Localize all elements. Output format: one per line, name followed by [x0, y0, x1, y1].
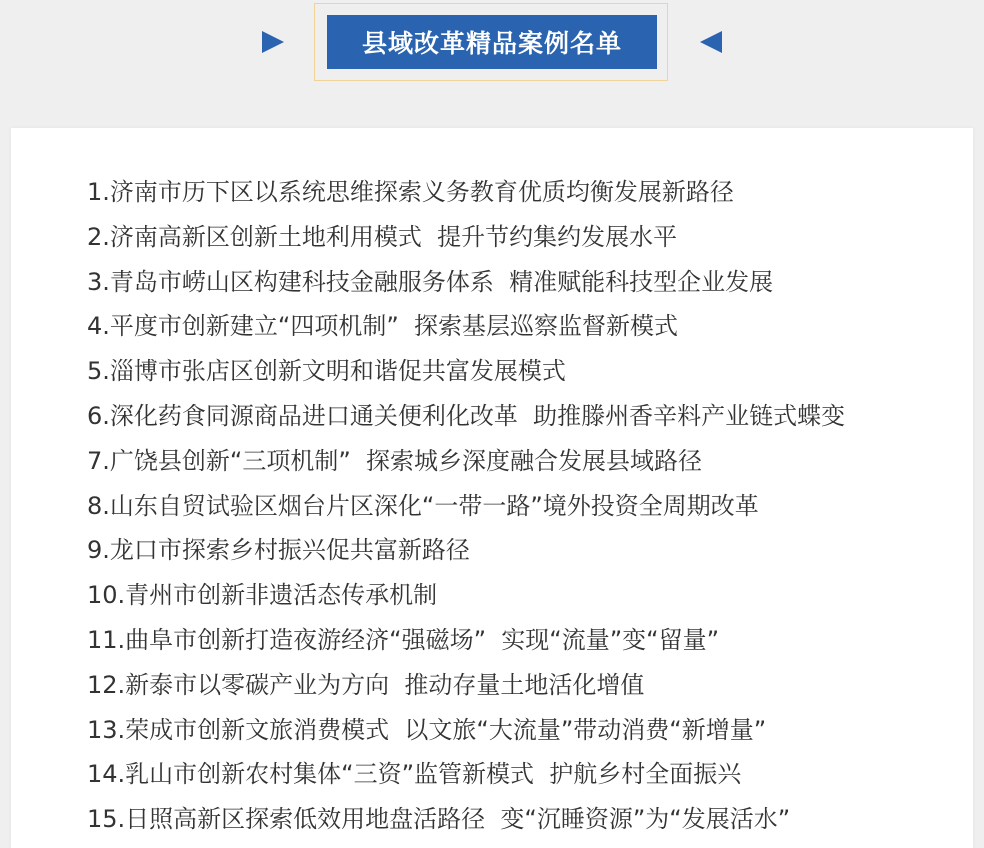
case-item: 15.日照高新区探索低效用地盘活路径 变“沉睡资源”为“发展活水” — [87, 805, 791, 834]
case-item: 3.青岛市崂山区构建科技金融服务体系 精准赋能科技型企业发展 — [87, 267, 774, 296]
case-item: 12.新泰市以零碳产业为方向 推动存量土地活化增值 — [87, 670, 645, 699]
case-item: 11.曲阜市创新打造夜游经济“强磁场” 实现“流量”变“留量” — [87, 625, 720, 654]
case-item: 14.乳山市创新农村集体“三资”监管新模式 护航乡村全面振兴 — [87, 760, 742, 789]
case-list-card — [11, 128, 973, 848]
case-item: 10.青州市创新非遗活态传承机制 — [87, 581, 438, 610]
case-item: 9.龙口市探索乡村振兴促共富新路径 — [87, 536, 470, 565]
case-item: 2.济南高新区创新土地利用模式 提升节约集约发展水平 — [87, 222, 678, 251]
header-banner — [0, 0, 984, 125]
arrow-right-icon — [262, 31, 284, 53]
case-list — [87, 170, 967, 842]
arrow-left-icon — [700, 31, 722, 53]
case-item: 4.平度市创新建立“四项机制” 探索基层巡察监督新模式 — [87, 312, 679, 341]
case-item: 1.济南市历下区以系统思维探索义务教育优质均衡发展新路径 — [87, 178, 734, 206]
case-item: 5.淄博市张店区创新文明和谐促共富发展模式 — [87, 357, 566, 386]
case-item: 6.深化药食同源商品进口通关便利化改革 助推滕州香辛料产业链式蝶变 — [87, 401, 846, 430]
case-item: 8.山东自贸试验区烟台片区深化“一带一路”境外投资全周期改革 — [87, 491, 759, 520]
case-item: 13.荣成市创新文旅消费模式 以文旅“大流量”带动消费“新增量” — [87, 715, 767, 744]
case-item: 7.广饶县创新“三项机制” 探索城乡深度融合发展县域路径 — [87, 446, 703, 475]
title-frame — [314, 3, 668, 81]
page-title: 县域改革精品案例名单 — [327, 15, 657, 69]
